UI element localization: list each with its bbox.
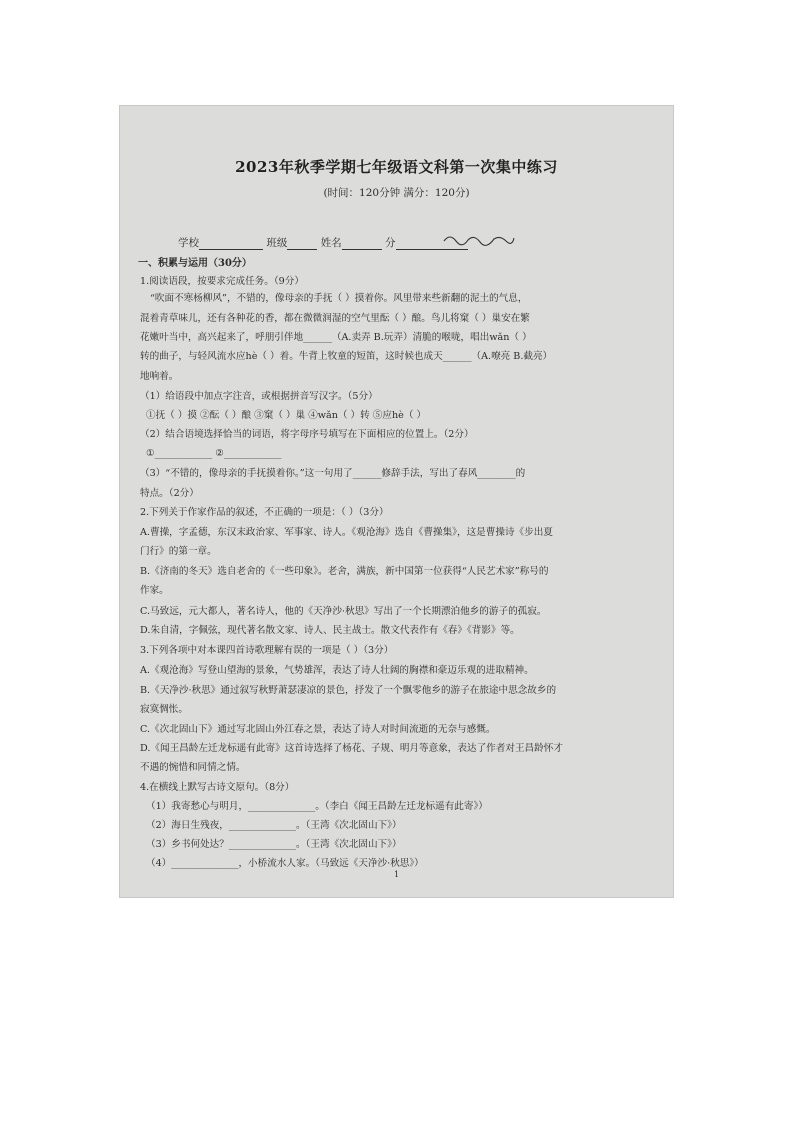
text-line: A.曹操，字孟德，东汉末政治家、军事家、诗人。《观沧海》选自《曹操集》，这是曹操诗《步出夏 — [140, 527, 553, 538]
text-line: 3.下列各项中对本课四首诗歌理解有误的一项是（ ）（3分） — [140, 645, 394, 656]
text-line: A.《观沧海》写登山望海的景象，气势雄浑，表达了诗人壮阔的胸襟和豪迈乐观的进取精神。 — [140, 665, 534, 676]
text-line: （3）乡书何处达？______________。（王湾《次北固山下》） — [146, 839, 402, 850]
handwriting-scribble — [442, 231, 516, 247]
text-line: 2.下列关于作家作品的叙述，不正确的一项是：（ ）（3分） — [140, 507, 389, 518]
section-heading: 一、积累与运用（30分） — [138, 258, 252, 269]
text-line: 不遇的惋惜和同情之情。 — [140, 762, 246, 773]
text-line: B.《济南的冬天》选自老舍的《一些印象》。老舍，满族，新中国第一位获得“人民艺术家”称号的 — [140, 566, 549, 577]
text-line: （2）结合语境选择恰当的词语，将字母序号填写在下面相应的位置上。（2分） — [140, 429, 474, 440]
class-label: 班级 — [266, 237, 288, 249]
name-blank — [342, 239, 382, 250]
text-line: 特点。（2分） — [140, 488, 199, 499]
class-blank — [287, 239, 317, 250]
text-line: D.《闻王昌龄左迁龙标遥有此寄》这首诗选择了杨花、子规、明月等意象，表达了作者对王昌龄怀才 — [140, 743, 563, 754]
text-line: （4）______________，小桥流水人家。（马致远《天净沙·秋思》） — [146, 858, 424, 869]
school-blank — [199, 239, 263, 250]
text-line: （3）“不错的，像母亲的手抚摸着你。”这一句用了______修辞手法，写出了春风________的 — [140, 468, 526, 479]
student-info-line — [178, 235, 468, 250]
text-line: 作家。 — [140, 585, 169, 596]
exam-subtitle: (时间：120分钟 满分：120分) — [323, 187, 470, 199]
text-line: 混着青草味儿，还有各种花的香，都在微微润湿的空气里酝（ ）酿。鸟儿将窠（ ）巢安在繁 — [140, 313, 530, 324]
text-line: 地响着。 — [140, 371, 179, 382]
name-label: 姓名 — [320, 237, 342, 249]
text-line: 门行》的第一章。 — [140, 546, 217, 557]
text-line: “吹面不寒杨柳风”，不错的，像母亲的手抚（ ）摸着你。风里带来些新翻的泥土的气息， — [150, 293, 528, 304]
text-line: ①____________ ②____________ — [146, 448, 282, 459]
score-label: 分 — [385, 237, 396, 249]
text-line: D.朱自清，字佩弦，现代著名散文家、诗人、民主战士。散文代表作有《春》《背影》等。 — [140, 625, 520, 636]
text-line: 1.阅读语段，按要求完成任务。（9分） — [140, 276, 304, 287]
school-label: 学校 — [178, 237, 199, 249]
exam-title: 2023年秋季学期七年级语文科第一次集中练习 — [235, 158, 558, 176]
text-line: ①抚（ ）摸 ②酝（ ）酿 ③窠（ ）巢 ④wǎn（ ）转 ⑤应hè（ ） — [146, 410, 427, 421]
text-line: （1）我寄愁心与明月，______________。（李白《闻王昌龄左迁龙标遥有此寄》） — [146, 801, 488, 812]
text-line: 转的曲子，与轻风流水应hè（ ）着。牛背上牧童的短笛，这时候也成天______（A.嘹亮 B.截亮） — [140, 351, 553, 362]
text-line: （1）给语段中加点字注音，或根据拼音写汉字。（5分） — [140, 391, 378, 402]
text-line: 花嫩叶当中，高兴起来了，呼朋引伴地______（A.卖弄 B.玩弄）清脆的喉咙，唱出wǎn（ ） — [140, 332, 532, 343]
text-line: 4.在横线上默写古诗文原句。（8分） — [140, 782, 295, 793]
text-line: 寂寞惆怅。 — [140, 704, 188, 715]
text-line: B.《天净沙·秋思》通过叙写秋野萧瑟凄凉的景色，抒发了一个飘零他乡的游子在旅途中思念故乡的 — [140, 685, 557, 696]
exam-page — [120, 106, 673, 897]
text-line: C.马致远，元大都人，著名诗人，他的《天净沙·秋思》写出了一个长期漂泊他乡的游子的孤寂。 — [140, 606, 547, 617]
text-line: C.《次北固山下》通过写北固山外江春之景，表达了诗人对时间流逝的无奈与感慨。 — [140, 724, 496, 735]
text-line: （2）海日生残夜，______________。（王湾《次北固山下》） — [146, 820, 402, 831]
page-number: 1 — [393, 870, 400, 879]
